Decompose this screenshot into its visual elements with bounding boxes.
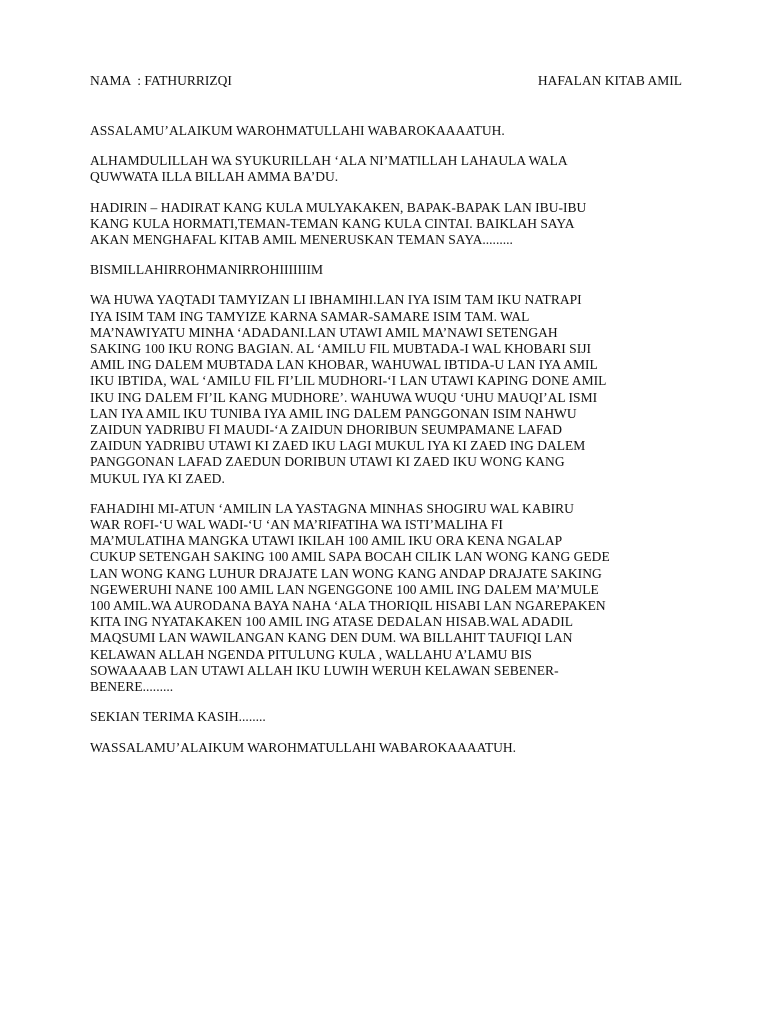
document-title: HAFALAN KITAB AMIL bbox=[537, 73, 682, 88]
paragraph-body-1: WA HUWA YAQTADI TAMYIZAN LI IBHAMIHI.LAN IYA ISIM TAM IKU NATRAPI IYA ISIM TAM ING TAMYIZE KARNA SAMAR-SAMARE ISIM TAM. WAL MA’NAWIYATU MINHA ‘ADADANI.LAN UTAWI AMIL MA’NAWI SETENGAH SAKING 100 IKU RONG BAGIAN. AL ‘AMILU FIL MUBTADA-I WAL KHOBARI SIJI AMIL ING DALEM MUBTADA LAN KHOBAR, WAHUWAL IBTIDA-U LAN IYA AMIL IKU IBTIDA, WAL ‘AMILU FIL FI’LIL MUDHORI-‘I LAN UTAWI KAPING DONE AMIL IKU ING DALEM FI’IL KANG MUDHORE’. WAHUWA WUQU ‘UHU MAUQI’AL ISMI LAN IYA AMIL IKU TUNIBA IYA AMIL ING DALEM PANGGONAN ISIM NAHWU ZAIDUN YADRIBU FI MAUDI-‘A ZAIDUN DHORIBUN SEUMPAMANE LAFAD ZAIDUN YADRIBU UTAWI KI ZAED IKU LAGI MUKUL IYA KI ZAED ING DALEM PANGGONAN LAFAD ZAEDUN DORIBUN UTAWI KI ZAED IKU WONG KANG MUKUL IYA KI ZAED. bbox=[90, 292, 607, 486]
paragraph-body-2: FAHADIHI MI-ATUN ‘AMILIN LA YASTAGNA MINHAS SHOGIRU WAL KABIRU WAR ROFI-‘U WAL WADI-‘U ‘AN MA’RIFATIHA WA ISTI’MALIHA FI MA’MULATIHA MANGKA UTAWI IKILAH 100 AMIL IKU ORA KENA NGALAP CUKUP SETENGAH SAKING 100 AMIL SAPA BOCAH CILIK LAN WONG KANG GEDE LAN WONG KANG LUHUR DRAJATE LAN WONG KANG ANDAP DRAJATE SAKING NGEWERUHI NANE 100 AMIL LAN NGENGGONE 100 AMIL ING DALEM MA’MULE 100 AMIL.WA AURODANA BAYA NAHA ‘ALA THORIQIL HISABI LAN NGAREPAKEN KITA ING NYATAKAKEN 100 AMIL ING ATASE DEDALAN HISAB.WAL ADADIL MAQSUMI LAN WAWILANGAN KANG DEN DUM. WA BILLAHIT TAUFIQI LAN KELAWAN ALLAH NGENDA PITULUNG KULA , WALLAHU A’LAMU BIS SOWAAAAB LAN UTAWI ALLAH IKU LUWIH WERUH KELAWAN SEBENER- BENERE......... bbox=[90, 500, 610, 695]
paragraph-hamdalah: ALHAMDULILLAH WA SYUKURILLAH ‘ALA NI’MATILLAH LAHAULA WALA QUWWATA ILLA BILLAH AMMA BA’DU. bbox=[90, 153, 568, 185]
document-header bbox=[90, 72, 682, 89]
paragraph-closing: WASSALAMU’ALAIKUM WAROHMATULLAHI WABAROKAAAATUH. bbox=[90, 739, 517, 755]
paragraph-audience: HADIRIN – HADIRAT KANG KULA MULYAKAKEN, BAPAK-BAPAK LAN IBU-IBU KANG KULA HORMATI,TEMAN-TEMAN KANG KULA CINTAI. BAIKLAH SAYA AKAN MENGHAFAL KITAB AMIL MENERUSKAN TEMAN SAYA......... bbox=[90, 199, 587, 248]
paragraph-thanks: SEKIAN TERIMA KASIH........ bbox=[90, 709, 266, 725]
paragraph-greeting: ASSALAMU’ALAIKUM WAROHMATULLAHI WABAROKAAAATUH. bbox=[90, 123, 505, 138]
student-name: NAMA : FATHURRIZQI bbox=[90, 73, 232, 88]
paragraph-basmalah: BISMILLAHIRROHMANIRROHIIIIIIIM bbox=[90, 262, 324, 278]
